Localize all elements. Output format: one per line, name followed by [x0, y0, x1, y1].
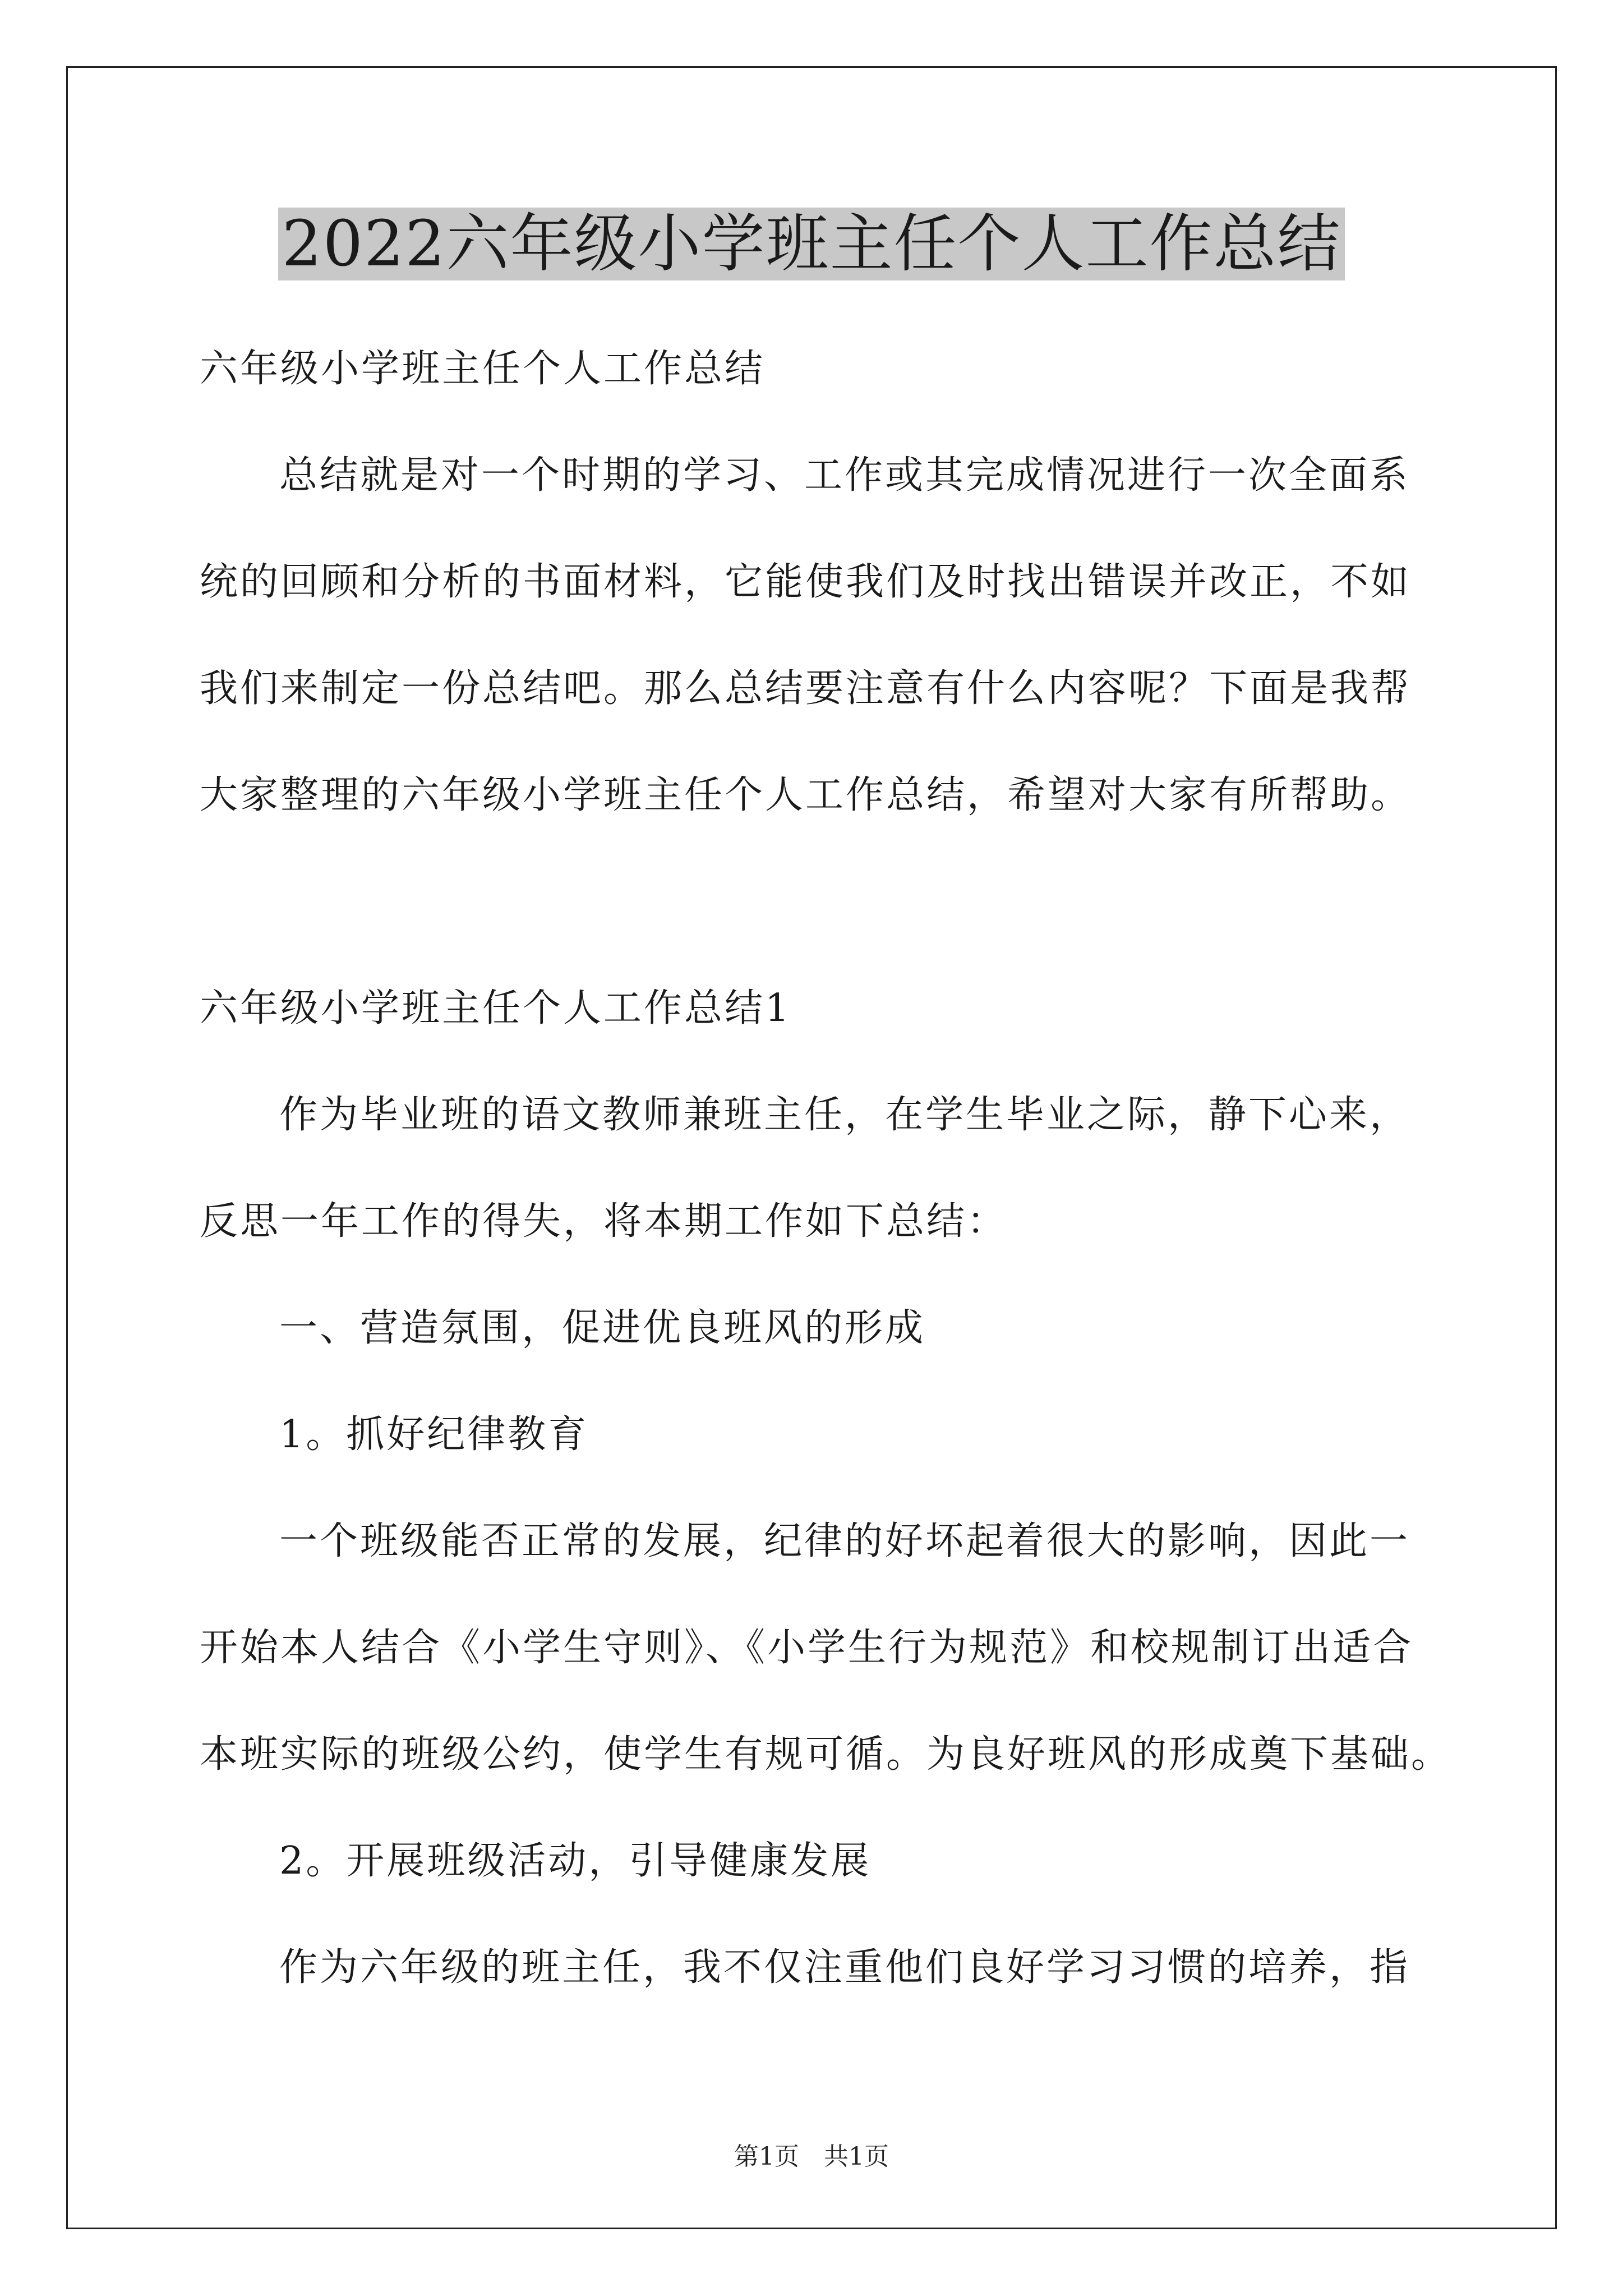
- document-body: [200, 316, 1452, 2021]
- document-title-text: 2022六年级小学班主任个人工作总结: [278, 208, 1344, 280]
- document-title: [0, 205, 1623, 283]
- paragraph-line: 反思一年工作的得失，将本期工作如下总结：: [200, 1199, 1008, 1244]
- paragraph-line: 一个班级能否正常的发展，纪律的好坏起着很大的影响，因此一: [279, 1519, 1410, 1563]
- paragraph-line: 开始本人结合《小学生守则》、《小学生行为规范》和校规制订出适合: [200, 1626, 1414, 1670]
- paragraph-line: 大家整理的六年级小学班主任个人工作总结，希望对大家有所帮助。: [200, 773, 1412, 817]
- paragraph-line: 作为毕业班的语文教师兼班主任，在学生毕业之际，静下心来，: [279, 1093, 1410, 1137]
- subheading-line: 1。抓好纪律教育: [279, 1412, 589, 1457]
- paragraph-gap: [200, 849, 1428, 955]
- paragraph-line: 总结就是对一个时期的学习、工作或其完成情况进行一次全面系: [279, 453, 1410, 498]
- paragraph-line: 作为六年级的班主任，我不仅注重他们良好学习习惯的培养，指: [279, 1945, 1410, 1990]
- subheading-line: 2。开展班级活动，引导健康发展: [279, 1839, 872, 1883]
- subtitle-line: 六年级小学班主任个人工作总结: [200, 347, 766, 391]
- subheading-line: 一、营造氛围，促进优良班风的形成: [279, 1306, 926, 1350]
- section-heading: 六年级小学班主任个人工作总结1: [200, 986, 792, 1030]
- page-footer: 第1页 共1页: [734, 2142, 889, 2171]
- paragraph-line: 我们来制定一份总结吧。那么总结要注意有什么内容呢？下面是我帮: [200, 666, 1412, 711]
- paragraph-line: 本班实际的班级公约，使学生有规可循。为良好班风的形成奠下基础。: [200, 1732, 1452, 1777]
- paragraph-line: 统的回顾和分析的书面材料，它能使我们及时找出错误并改正，不如: [200, 560, 1412, 604]
